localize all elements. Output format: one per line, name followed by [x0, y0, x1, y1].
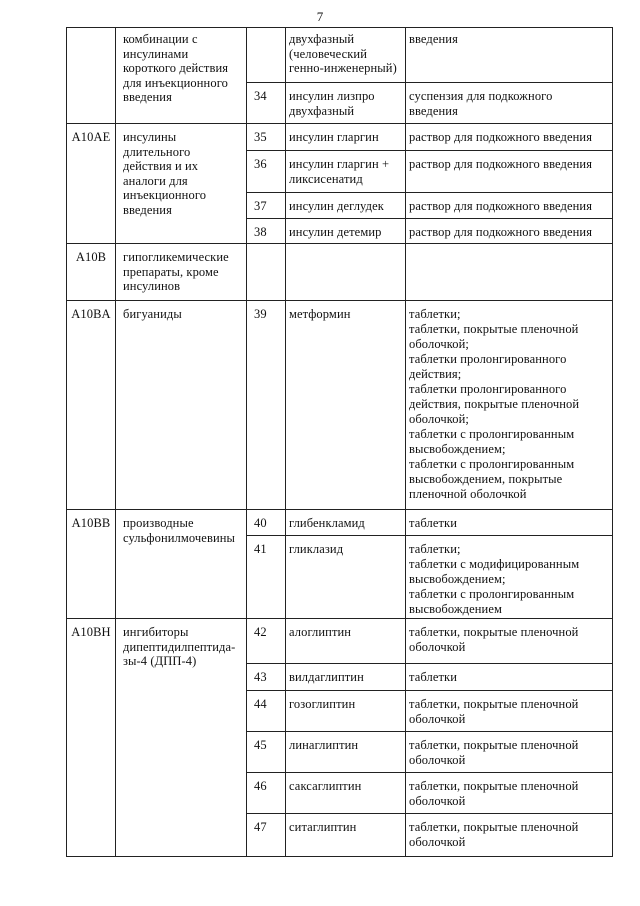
item-separator — [246, 690, 613, 691]
drug-name: инсулин деглудек — [289, 199, 384, 213]
drug-name: глибенкламид — [289, 516, 365, 530]
drug-name: инсулин гларгин — [289, 130, 379, 144]
item-number: 44 — [254, 697, 267, 711]
dosage-form: таблетки, покрытые пленочной оболочкой — [409, 738, 579, 767]
item-separator — [246, 663, 613, 664]
item-separator — [246, 731, 613, 732]
column-divider-group — [246, 27, 247, 857]
item-number: 46 — [254, 779, 267, 793]
dosage-form: таблетки; таблетки, покрытые пленочной оболочкой; таблетки пролонгированного действия; таблетки пролонгированного действия, покрытые пленочной оболочкой; таблетки с пролонгированным высвобождением; таблетки с пролонгированным высвобождением, покрытые пленочной оболочкой — [409, 307, 580, 501]
column-divider-name — [405, 27, 406, 857]
item-number: 40 — [254, 516, 267, 530]
dosage-form: суспензия для подкожного введения — [409, 89, 553, 118]
item-separator — [246, 82, 613, 83]
item-separator — [246, 535, 613, 536]
item-number: 36 — [254, 157, 267, 171]
item-number: 35 — [254, 130, 267, 144]
item-separator — [246, 192, 613, 193]
dosage-form: таблетки, покрытые пленочной оболочкой — [409, 697, 579, 726]
atc-group-description: инсулины длительного действия и их аналоги для инъекционного введения — [123, 130, 207, 217]
drug-list-table — [66, 27, 613, 857]
page-number: 7 — [316, 9, 324, 24]
item-separator — [246, 813, 613, 814]
dosage-form: таблетки — [409, 670, 458, 684]
drug-name: вилдаглиптин — [289, 670, 364, 684]
item-number: 38 — [254, 225, 267, 239]
column-divider-number — [285, 27, 286, 857]
dosage-form: раствор для подкожного введения — [409, 199, 593, 213]
drug-name: гликлазид — [289, 542, 344, 556]
atc-group-description: гипогликемические препараты, кроме инсулинов — [123, 250, 229, 293]
table-top-border — [66, 27, 613, 28]
atc-code: A10BA — [71, 307, 111, 321]
item-number: 42 — [254, 625, 267, 639]
section-separator — [66, 509, 613, 510]
item-separator — [246, 218, 613, 219]
item-number: 43 — [254, 670, 267, 684]
item-number: 37 — [254, 199, 267, 213]
item-number: 39 — [254, 307, 267, 321]
dosage-form: таблетки, покрытые пленочной оболочкой — [409, 625, 579, 654]
item-number: 34 — [254, 89, 267, 103]
atc-group-description: бигуаниды — [123, 307, 182, 321]
drug-name: метформин — [289, 307, 351, 321]
item-number: 47 — [254, 820, 267, 834]
section-separator — [66, 618, 613, 619]
drug-name: саксаглиптин — [289, 779, 362, 793]
table-bottom-border — [66, 856, 613, 857]
drug-name: инсулин детемир — [289, 225, 382, 239]
dosage-form: раствор для подкожного введения — [409, 130, 593, 144]
atc-code: A10BB — [71, 516, 111, 530]
table-left-border — [66, 27, 67, 857]
drug-name: двухфазный (человеческий генно-инженерный) — [289, 32, 397, 75]
section-separator — [66, 300, 613, 301]
item-separator — [246, 772, 613, 773]
dosage-form: таблетки, покрытые пленочной оболочкой — [409, 820, 579, 849]
dosage-form: раствор для подкожного введения — [409, 225, 593, 239]
atc-group-description: ингибиторы дипептидилпептида- зы-4 (ДПП-4) — [123, 625, 236, 668]
table-right-border — [612, 27, 613, 857]
column-divider-code — [115, 27, 116, 857]
section-separator — [66, 123, 613, 124]
drug-name: инсулин лизпро двухфазный — [289, 89, 375, 118]
dosage-form: таблетки — [409, 516, 458, 530]
item-separator — [246, 150, 613, 151]
drug-name: инсулин гларгин + ликсисенатид — [289, 157, 390, 186]
atc-code: A10BH — [71, 625, 111, 639]
atc-group-description: комбинации с инсулинами короткого действия для инъекционного введения — [123, 32, 229, 104]
drug-name: гозоглиптин — [289, 697, 356, 711]
drug-name: линаглиптин — [289, 738, 359, 752]
dosage-form: введения — [409, 32, 458, 46]
atc-group-description: производные сульфонилмочевины — [123, 516, 236, 545]
item-number: 45 — [254, 738, 267, 752]
dosage-form: таблетки; таблетки с модифицированным высвобождением; таблетки с пролонгированным высвобождением — [409, 542, 580, 616]
item-number: 41 — [254, 542, 267, 556]
drug-name: алоглиптин — [289, 625, 352, 639]
section-separator — [66, 243, 613, 244]
dosage-form: таблетки, покрытые пленочной оболочкой — [409, 779, 579, 808]
atc-code: A10AE — [71, 130, 111, 144]
drug-name: ситаглиптин — [289, 820, 357, 834]
atc-code: A10B — [75, 250, 107, 264]
dosage-form: раствор для подкожного введения — [409, 157, 593, 171]
